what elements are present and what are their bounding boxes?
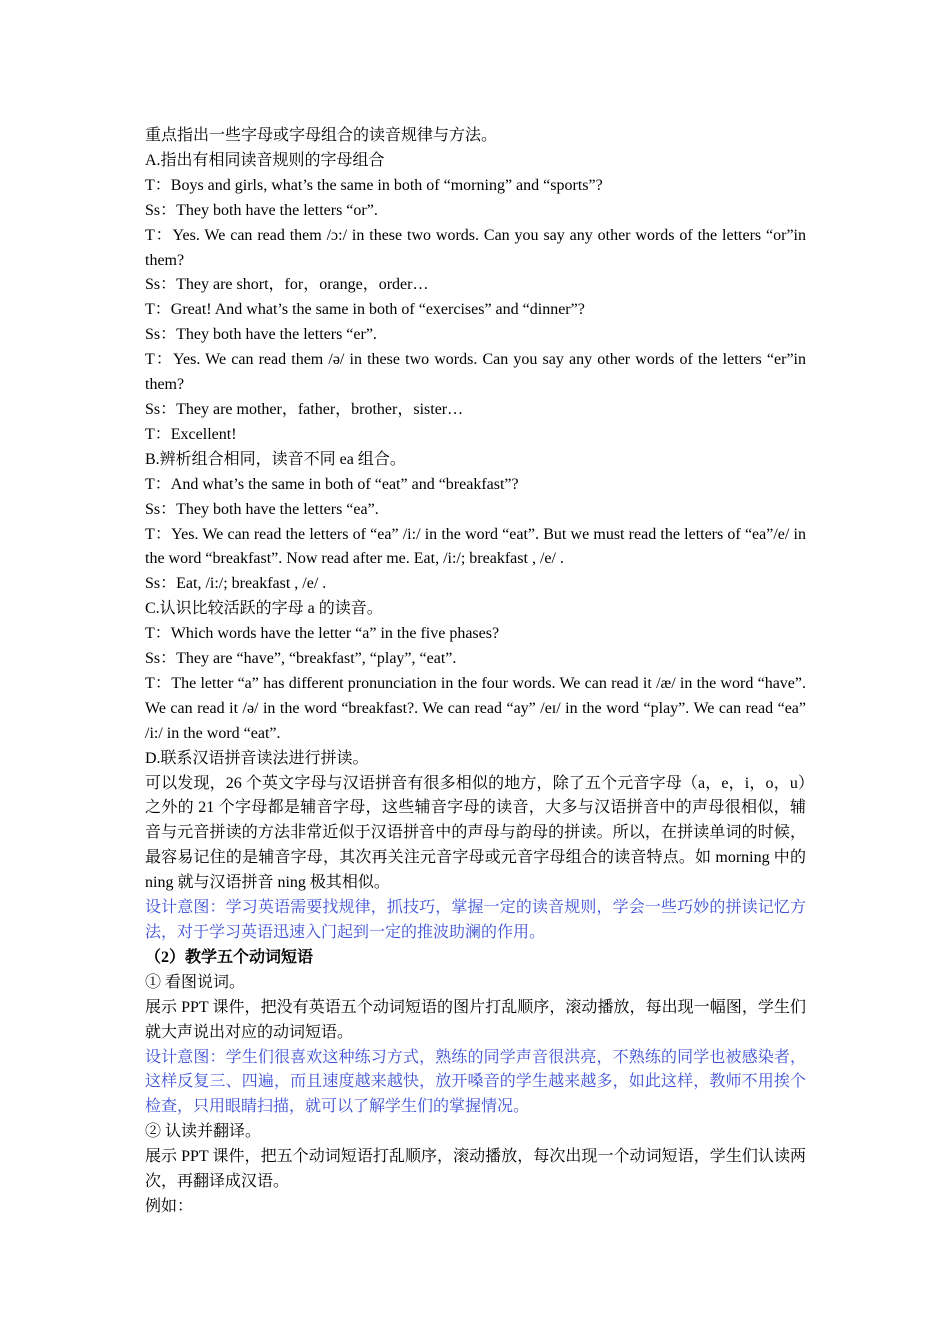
step-heading: ② 认读并翻译。	[145, 1123, 262, 1141]
dialogue-line: T：Great! And what’s the same in both of “exercises” and “dinner”?	[145, 301, 585, 319]
dialogue-line: T：Yes. We can read them /ɔ:/ in these two words. Can you say any other words of the letters “or”in them?	[145, 226, 806, 269]
dialogue-line: T：Excellent!	[145, 425, 237, 443]
section-heading-c: C.认识比较活跃的字母 a 的读音。	[145, 600, 383, 618]
dialogue-line: T：Which words have the letter “a” in the five phases?	[145, 625, 500, 643]
paragraph: 展示 PPT 课件，把五个动词短语打乱顺序，滚动播放，每次出现一个动词短语，学生们认读两次，再翻译成汉语。	[145, 1148, 806, 1191]
paragraph: 例如：	[145, 1197, 194, 1215]
paragraph: 展示 PPT 课件，把没有英语五个动词短语的图片打乱顺序，滚动播放，每出现一幅图，学生们就大声说出对应的动词短语。	[145, 998, 806, 1041]
dialogue-line: Ss：Eat, /i:/; breakfast , /e/ .	[145, 575, 327, 593]
section-heading-a: A.指出有相同读音规则的字母组合	[145, 151, 385, 169]
dialogue-line: T：The letter “a” has different pronunciation in the four words. We can read it /æ/ in the word “have”. We can read it /ə/ in the word “breakfast?. We can read “ay” /eɪ/ in the word “play”. We can read “ea” /i:/ in the word “eat”.	[145, 674, 806, 742]
dialogue-line: Ss：They both have the letters “ea”.	[145, 500, 379, 518]
design-intent-note: 设计意图：学生们很喜欢这种练习方式，熟练的同学声音很洪亮，不熟练的同学也被感染者，这样反复三、四遍，而且速度越来越快，放开嗓音的学生越来越多，如此这样，教师不用挨个检查，只用眼睛扫描，就可以了解学生们的掌握情况。	[145, 1048, 806, 1116]
dialogue-line: Ss：They are “have”, “breakfast”, “play”, “eat”.	[145, 650, 457, 668]
step-heading: ① 看图说词。	[145, 973, 246, 991]
dialogue-line: Ss：They both have the letters “or”.	[145, 201, 378, 219]
subsection-heading: （2）教学五个动词短语	[145, 948, 314, 966]
section-heading-b: B.辨析组合相同，读音不同 ea 组合。	[145, 450, 406, 468]
paragraph: 重点指出一些字母或字母组合的读音规律与方法。	[145, 127, 498, 144]
dialogue-line: Ss：They both have the letters “er”.	[145, 326, 377, 344]
dialogue-line: T：Boys and girls, what’s the same in both of “morning” and “sports”?	[145, 176, 603, 194]
dialogue-line: Ss：They are mother，father，brother，sister…	[145, 400, 464, 418]
document-body	[145, 124, 806, 1220]
design-intent-note: 设计意图：学习英语需要找规律，抓技巧，掌握一定的读音规则，学会一些巧妙的拼读记忆方法，对于学习英语迅速入门起到一定的推波助澜的作用。	[145, 899, 806, 941]
dialogue-line: Ss：They are short，for，orange，order…	[145, 276, 429, 294]
paragraph: 可以发现，26 个英文字母与汉语拼音有很多相似的地方，除了五个元音字母（a，e，i，o，u）之外的 21 个字母都是辅音字母，这些辅音字母的读音，大多与汉语拼音中的声母很相似，辅音与元音拼读的方法非常近似于汉语拼音中的声母与韵母的拼读。所以，在拼读单词的时候，最容易记住的是辅音字母，其次再关注元音字母或元音字母组合的读音特点。如 morning 中的 ning 就与汉语拼音 ning 极其相似。	[145, 774, 806, 892]
dialogue-line: T：And what’s the same in both of “eat” and “breakfast”?	[145, 475, 519, 493]
dialogue-line: T：Yes. We can read them /ə/ in these two words. Can you say any other words of the letters “er”in them?	[145, 351, 806, 394]
dialogue-line: T：Yes. We can read the letters of “ea” /i:/ in the word “eat”. But we must read the letters of “ea”/e/ in the word “breakfast”. Now read after me. Eat, /i:/; breakfast , /e/ .	[145, 525, 806, 568]
section-heading-d: D.联系汉语拼音读法进行拼读。	[145, 749, 369, 767]
